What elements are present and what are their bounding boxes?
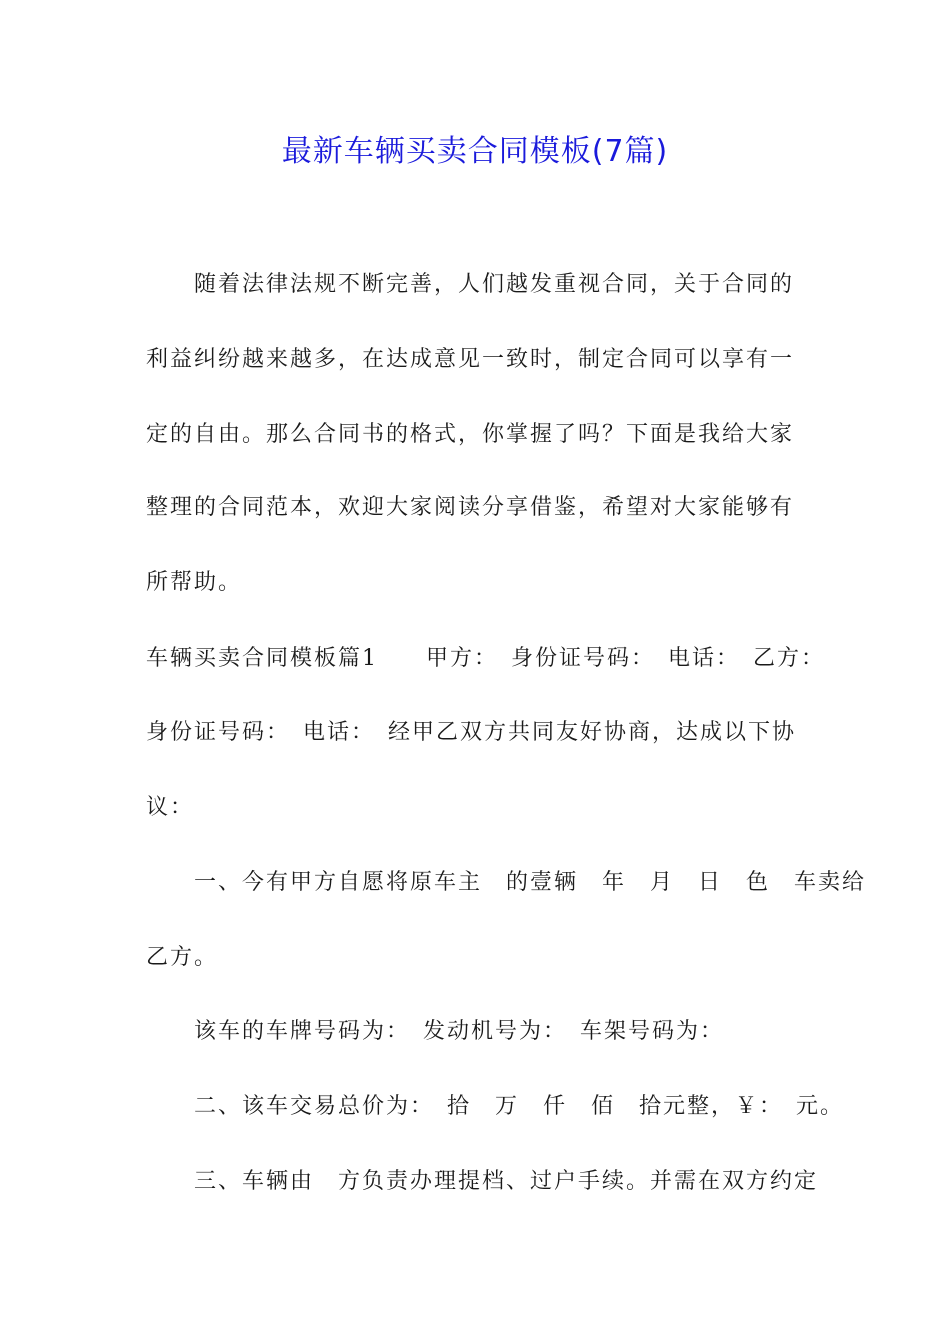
clause-line: 该车的车牌号码为： 发动机号为： 车架号码为： xyxy=(194,1019,725,1044)
body-line: 身份证号码： 电话： 经甲乙双方共同友好协商，达成以下协 xyxy=(146,720,797,745)
body-line: 定的自由。那么合同书的格式，你掌握了吗？下面是我给大家 xyxy=(146,422,795,447)
body-line: 利益纠纷越来越多，在达成意见一致时，制定合同可以享有一 xyxy=(146,347,795,372)
document-title: 最新车辆买卖合同模板(7篇) xyxy=(281,134,669,169)
clause-line: 三、车辆由 方负责办理提档、过户手续。并需在双方约定 xyxy=(194,1169,819,1194)
clause-line: 二、该车交易总价为： 拾 万 仟 佰 拾元整，￥： 元。 xyxy=(194,1094,845,1119)
body-line: 乙方。 xyxy=(146,945,219,970)
body-line: 所帮助。 xyxy=(146,570,243,595)
body-line: 议： xyxy=(146,795,195,820)
body-line: 随着法律法规不断完善，人们越发重视合同，关于合同的 xyxy=(194,272,795,297)
clause-line: 一、今有甲方自愿将原车主 的壹辆 年 月 日 色 车卖给 xyxy=(194,870,867,895)
section-heading-line: 车辆买卖合同模板篇1 甲方： 身份证号码： 电话： 乙方： xyxy=(146,646,825,671)
body-line: 整理的合同范本，欢迎大家阅读分享借鉴，希望对大家能够有 xyxy=(146,495,795,520)
